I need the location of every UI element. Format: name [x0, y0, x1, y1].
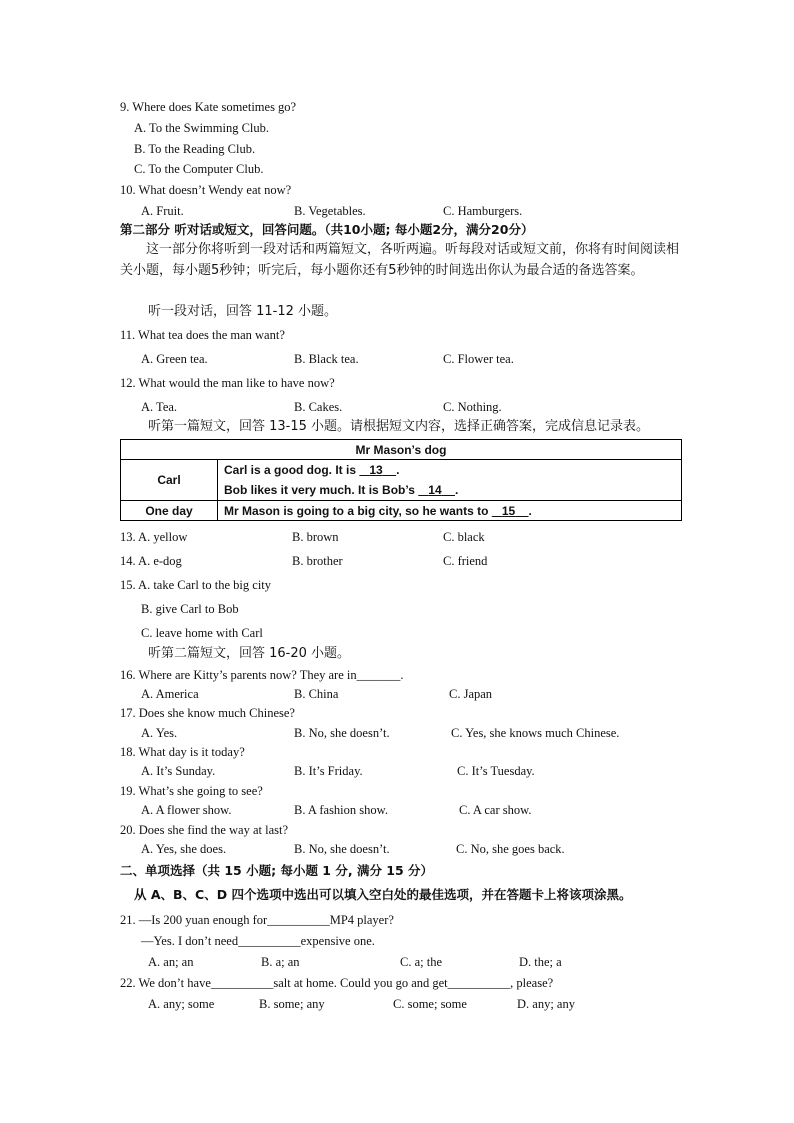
q17-stem: 17. Does she know much Chinese? [120, 706, 295, 720]
q16-option-a: A. America [141, 687, 199, 701]
q10-option-a: A. Fruit. [141, 204, 184, 218]
q9-option-c: C. To the Computer Club. [134, 162, 264, 176]
table-row2-content [218, 501, 682, 521]
q11-option-b: B. Black tea. [294, 352, 359, 366]
dialog-instruction: 听一段对话，回答 11-12 小题。 [148, 304, 338, 319]
q16-option-c: C. Japan [449, 687, 493, 701]
q12-option-b: B. Cakes. [294, 400, 343, 414]
q17-option-c: C. Yes, she knows much Chinese. [451, 726, 620, 740]
q16-stem: 16. Where are Kitty’s parents now? They are in_______. [120, 668, 404, 682]
q11-option-a: A. Green tea. [141, 352, 208, 366]
q20-stem: 20. Does she find the way at last? [120, 823, 289, 837]
table-title: Mr Mason’s dog [121, 440, 682, 460]
q22-option-d: D. any; any [517, 997, 575, 1011]
q15-stem: 15. A. take Carl to the big city [120, 578, 272, 592]
q21-option-d: D. the; a [519, 955, 562, 969]
q21-option-b: B. a; an [261, 955, 300, 969]
q19-stem: 19. What’s she going to see? [120, 784, 263, 798]
q13-option-b: B. brown [292, 530, 339, 544]
passage1-instruction: 听第一篇短文，回答 13-15 小题。请根据短文内容，选择正确答案，完成信息记录表。 [148, 419, 650, 434]
table-row2-label: One day [121, 501, 218, 521]
q18-stem: 18. What day is it today? [120, 745, 245, 759]
q17-option-a: A. Yes. [141, 726, 178, 740]
q20-option-c: C. No, she goes back. [456, 842, 565, 856]
q12-stem: 12. What would the man like to have now? [120, 376, 335, 390]
section2-heading: 二、单项选择（共 15 小题; 每小题 1 分, 满分 15 分） [120, 863, 434, 878]
table-row1-label: Carl [121, 460, 218, 501]
table-row1-content [218, 460, 682, 501]
q22-option-c: C. some; some [393, 997, 467, 1011]
q22-line1: 22. We don’t have__________salt at home. Could you go and get__________, please? [120, 976, 554, 990]
q21-line1: 21. —Is 200 yuan enough for__________MP4 player? [120, 913, 394, 927]
q20-option-b: B. No, she doesn’t. [294, 842, 390, 856]
row2-end: . [528, 503, 532, 518]
q19-option-b: B. A fashion show. [294, 803, 388, 817]
q16-option-b: B. China [294, 687, 339, 701]
q11-stem: 11. What tea does the man want? [120, 328, 285, 342]
row2-text: Mr Mason is going to a big city, so he wants to [224, 503, 492, 518]
section2-instruction: 从 A、B、C、D 四个选项中选出可以填入空白处的最佳选项，并在答题卡上将该项涂黑。 [134, 887, 632, 902]
q13-stem: 13. A. yellow [120, 530, 188, 544]
row1-line2-text: Bob likes it very much. It is Bob’s [224, 483, 419, 497]
q11-option-c: C. Flower tea. [443, 352, 514, 366]
q21-option-a: A. an; an [148, 955, 194, 969]
part2-intro: 这一部分你将听到一段对话和两篇短文，各听两遍。听每段对话或短文前，你将有时间阅读相关小题，每小题5秒钟；听完后，每小题你还有5秒钟的时间选出你认为最合适的备选答案。 [120, 242, 680, 278]
part2-heading: 第二部分 听对话或短文，回答问题。（共10小题; 每小题2分，满分20分） [120, 222, 534, 237]
q22-option-a: A. any; some [148, 997, 215, 1011]
q13-option-c: C. black [443, 530, 485, 544]
q18-option-c: C. It’s Tuesday. [457, 764, 535, 778]
q10-option-b: B. Vegetables. [294, 204, 366, 218]
q14-stem: 14. A. e-dog [120, 554, 182, 568]
blank-15-number: 15 [501, 503, 516, 518]
q19-option-a: A. A flower show. [141, 803, 232, 817]
blank-15 [492, 504, 529, 518]
row1-line2-end: . [455, 483, 459, 497]
q20-option-a: A. Yes, she does. [141, 842, 227, 856]
q15-option-c: C. leave home with Carl [141, 626, 263, 640]
blank-14-number: 14 [428, 483, 442, 497]
q12-option-a: A. Tea. [141, 400, 178, 414]
row1-line1-text: Carl is a good dog. It is [224, 463, 360, 477]
q21-line2: —Yes. I don’t need__________expensive one. [141, 934, 375, 948]
q12-option-c: C. Nothing. [443, 400, 502, 414]
q19-option-c: C. A car show. [459, 803, 532, 817]
q9-option-a: A. To the Swimming Club. [134, 121, 270, 135]
q14-option-c: C. friend [443, 554, 488, 568]
blank-13-number: 13 [369, 463, 383, 477]
q18-option-b: B. It’s Friday. [294, 764, 363, 778]
q10-stem: 10. What doesn’t Wendy eat now? [120, 183, 292, 197]
row1-line1-end: . [396, 463, 400, 477]
q18-option-a: A. It’s Sunday. [141, 764, 216, 778]
q22-option-b: B. some; any [259, 997, 325, 1011]
q17-option-b: B. No, she doesn’t. [294, 726, 390, 740]
blank-13 [359, 463, 396, 477]
q9-stem: 9. Where does Kate sometimes go? [120, 100, 297, 114]
q14-option-b: B. brother [292, 554, 343, 568]
q15-option-b: B. give Carl to Bob [141, 602, 239, 616]
info-record-table [120, 439, 682, 521]
q21-option-c: C. a; the [400, 955, 443, 969]
q10-option-c: C. Hamburgers. [443, 204, 523, 218]
blank-14 [418, 483, 455, 497]
passage2-instruction: 听第二篇短文，回答 16-20 小题。 [148, 646, 351, 661]
q9-option-b: B. To the Reading Club. [134, 142, 256, 156]
